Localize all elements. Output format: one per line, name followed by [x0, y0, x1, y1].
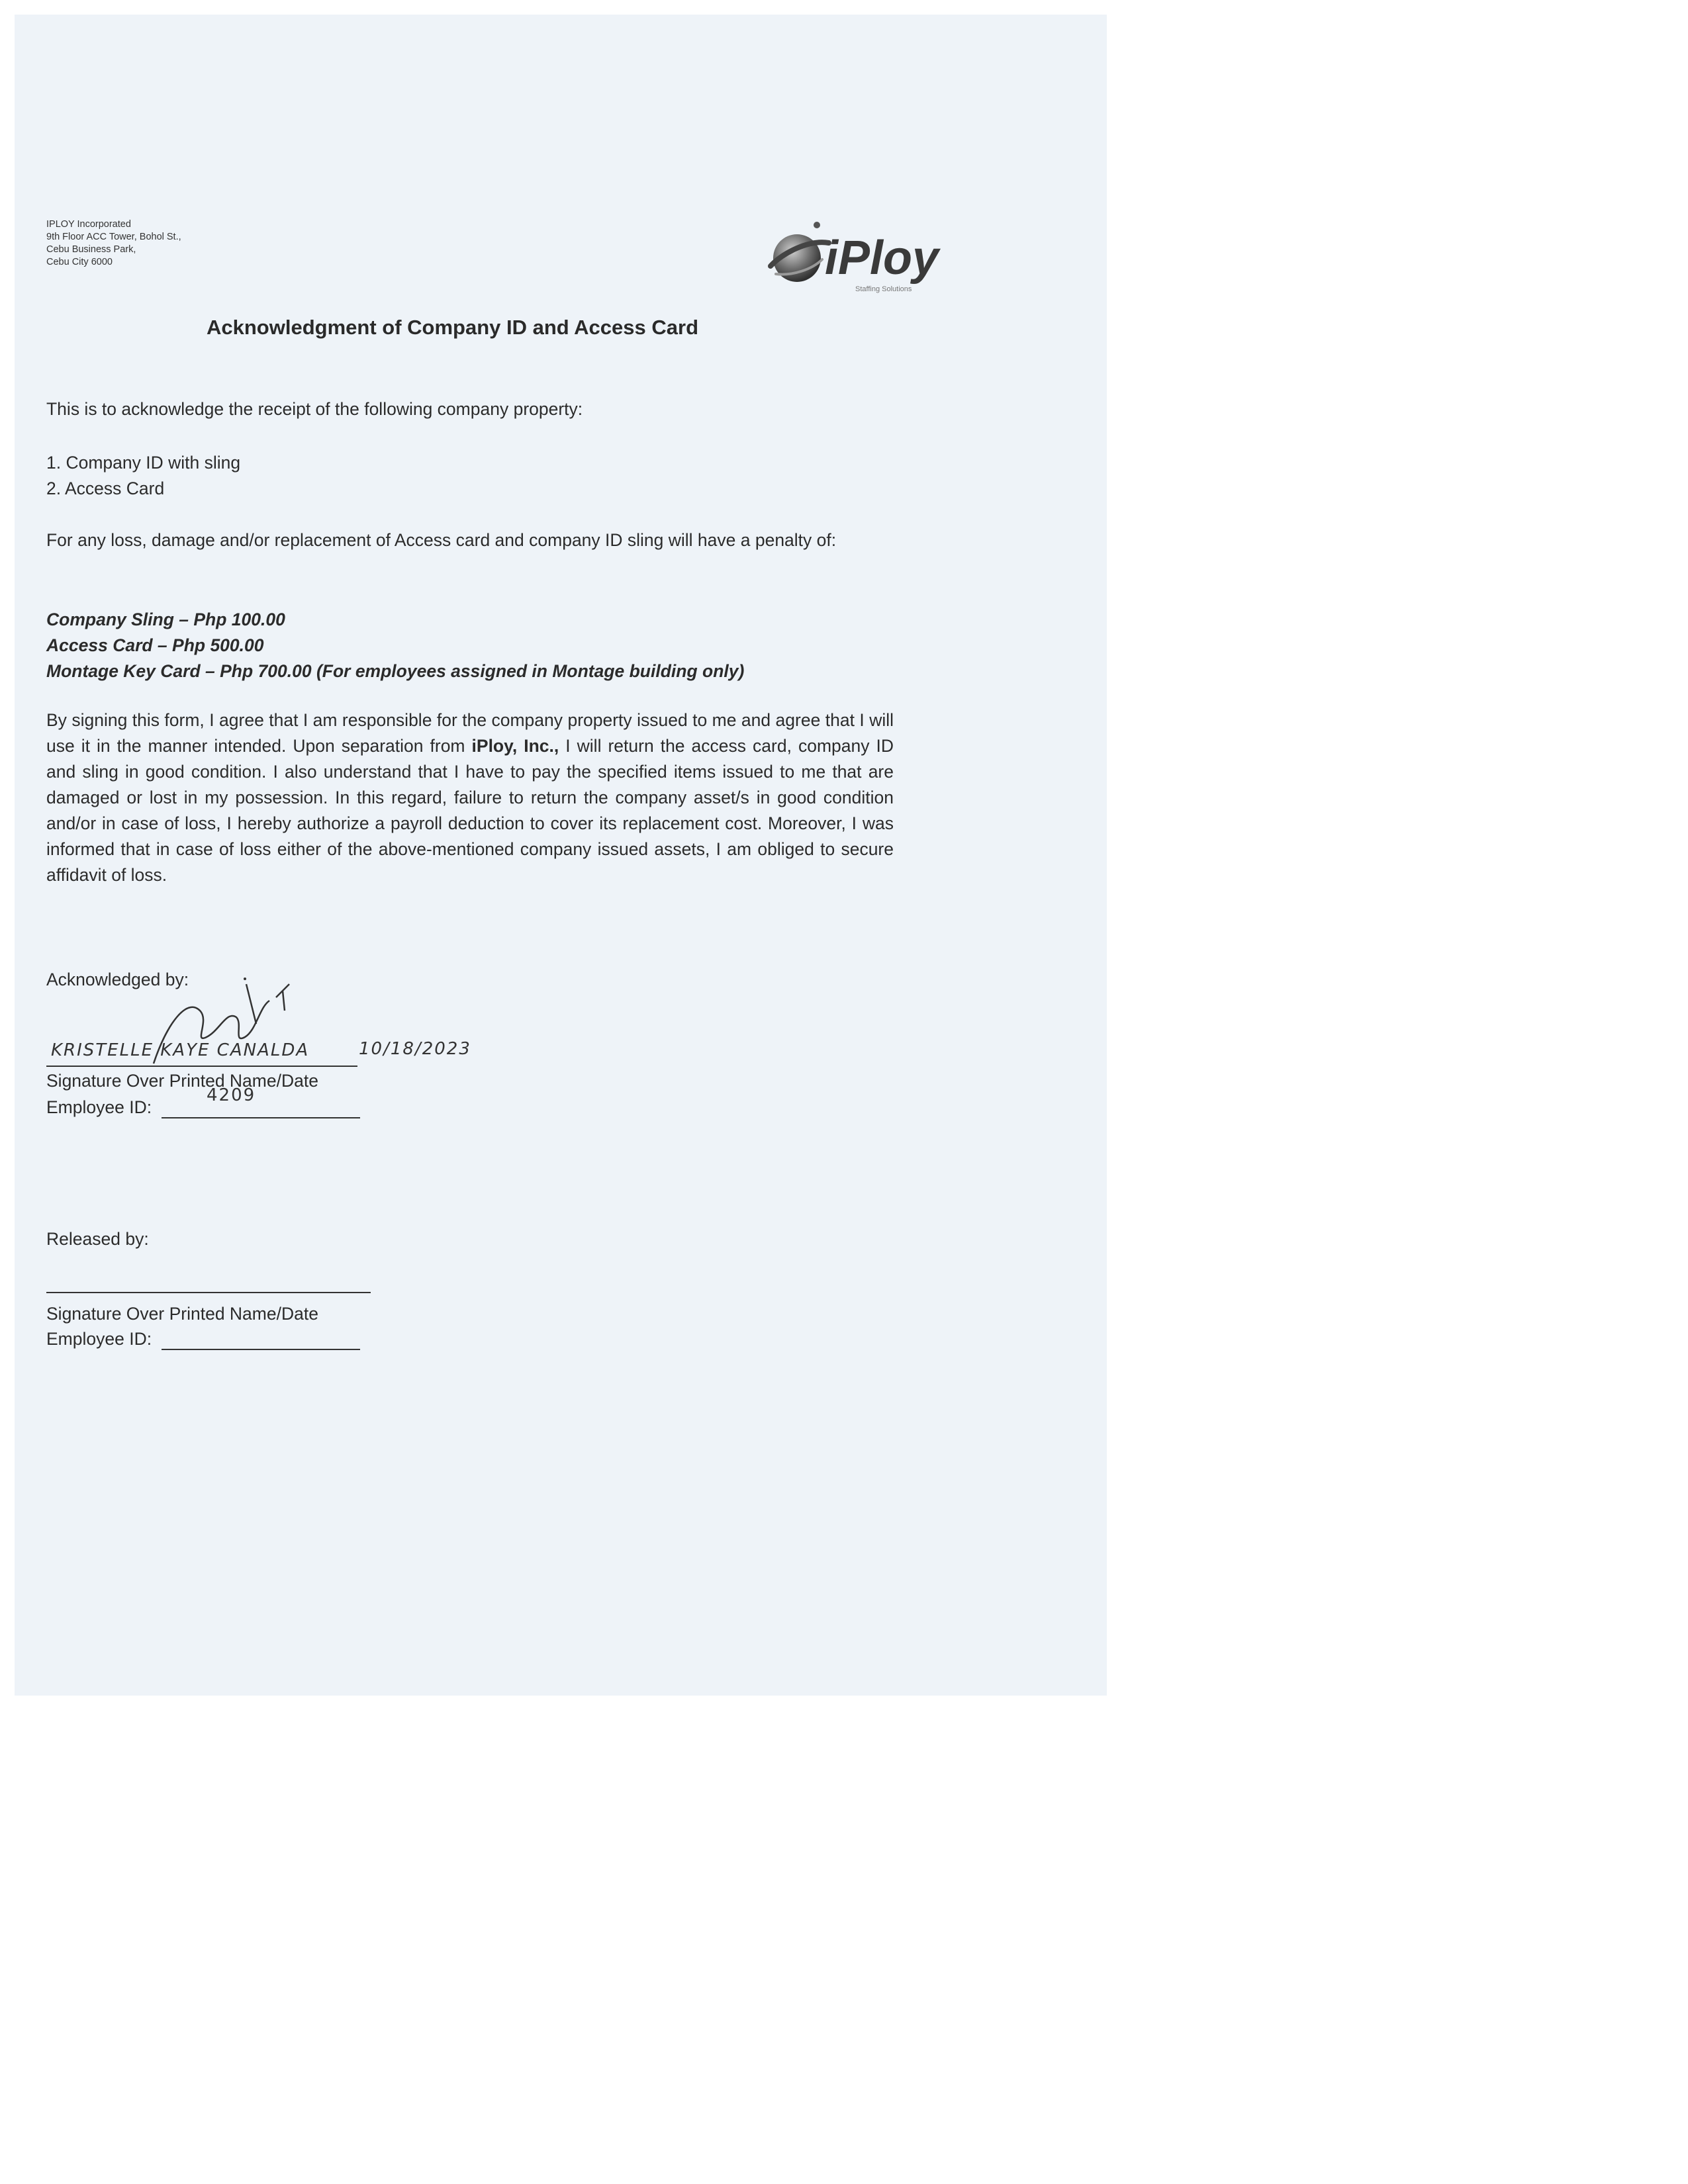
address-line: Cebu Business Park,	[46, 244, 136, 255]
handwritten-signature	[127, 971, 326, 1077]
address-line: 9th Floor ACC Tower, Bohol St.,	[46, 232, 181, 242]
penalty-list	[46, 607, 744, 684]
signature-caption: Signature Over Printed Name/Date	[46, 1071, 318, 1091]
logo-tagline: Staffing Solutions	[855, 285, 912, 293]
employee-id-line	[162, 1117, 360, 1118]
handwritten-printed-name: KRISTELLE KAYE CANALDA	[51, 1040, 310, 1060]
employee-id-field	[46, 1097, 152, 1118]
handwritten-date: 10/18/2023	[359, 1039, 471, 1059]
penalty-item: Access Card – Php 500.00	[46, 635, 264, 655]
signature-line	[46, 1292, 371, 1293]
penalty-item: Montage Key Card – Php 700.00 (For employees assigned in Montage building only)	[46, 661, 745, 681]
employee-id-line	[162, 1349, 360, 1350]
employee-id-field	[46, 1329, 152, 1349]
logo-brand: iPloy	[825, 232, 939, 285]
penalty-item: Company Sling – Php 100.00	[46, 610, 285, 629]
signature-line	[46, 1066, 357, 1067]
agreement-paragraph	[46, 707, 894, 888]
employee-id-label: Employee ID:	[46, 1097, 152, 1117]
list-item: 1. Company ID with sling	[46, 453, 241, 473]
iploy-logo	[756, 213, 955, 299]
address-line: IPLOY Incorporated	[46, 219, 131, 230]
handwritten-employee-id: 4209	[207, 1085, 256, 1105]
agreement-text: I will return the access card, company ID and sling in good condition. I also understand that I have to pay the specified items issued to me that are damaged or lost in my possession. In this regard, failure to return the company asset/s in good condition and/or in case of loss, I hereby authorize a payroll deduction to cover its replacement cost. Moreover, I was informed that in case of loss either of the above-mentioned company issued assets, I am obliged to secure affidavit of loss.	[46, 736, 894, 885]
scanned-page	[15, 15, 1107, 1696]
intro-paragraph: This is to acknowledge the receipt of the following company property:	[46, 399, 583, 419]
list-item: 2. Access Card	[46, 478, 165, 498]
released-by-label: Released by:	[46, 1229, 149, 1249]
signature-caption: Signature Over Printed Name/Date	[46, 1304, 318, 1324]
address-line: Cebu City 6000	[46, 257, 113, 267]
document-title: Acknowledgment of Company ID and Access Card	[207, 316, 699, 339]
acknowledged-by-label: Acknowledged by:	[46, 970, 189, 989]
agreement-text: By signing this form, I agree that I am responsible for the company property issued to me and agree that I will use it in the manner intended. Upon separation from	[46, 710, 894, 756]
property-list	[46, 450, 240, 502]
company-address	[46, 218, 181, 269]
employee-id-label: Employee ID:	[46, 1329, 152, 1349]
company-name: iPloy, Inc.,	[471, 736, 559, 756]
penalty-paragraph: For any loss, damage and/or replacement of Access card and company ID sling will have a penalty of:	[46, 530, 837, 550]
globe-logo-icon	[756, 213, 955, 299]
